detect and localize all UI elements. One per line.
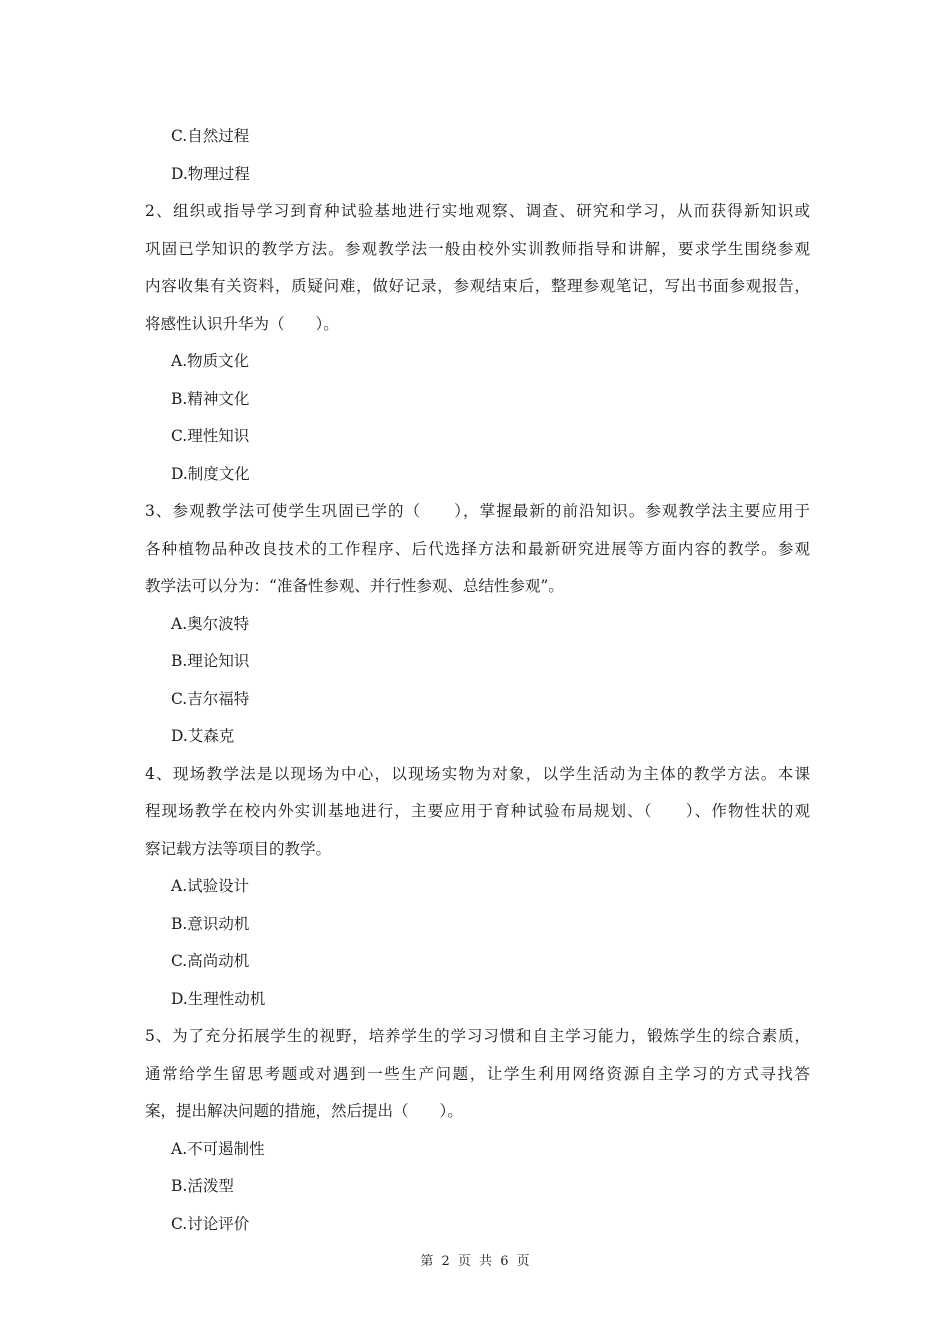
option-item: B.活泼型 [171,1177,234,1195]
option-item: D.物理过程 [171,164,250,183]
question-line: 4、现场教学法是以现场为中心，以现场实物为对象，以学生活动为主体的教学方法。本课 [145,764,810,783]
question-line: 2、组织或指导学习到育种试验基地进行实地观察、调查、研究和学习，从而获得新知识或 [145,202,810,220]
question-line: 各种植物品种改良技术的工作程序、后代选择方法和最新研究进展等方面内容的教学。参观 [145,539,810,558]
question-5-text [145,1018,810,1131]
option-item: B.意识动机 [171,914,250,933]
question-line: 5、为了充分拓展学生的视野，培养学生的学习习惯和自主学习能力，锻炼学生的综合素质， [145,1027,810,1045]
option-item: B.理论知识 [171,652,250,670]
question-line: 教学法可以分为：“准备性参观、并行性参观、总结性参观”。 [145,577,564,595]
question-line: 案，提出解决问题的措施，然后提出（ ）。 [145,1102,463,1120]
option-item: A.不可遏制性 [171,1139,265,1158]
question-line: 将感性认识升华为（ ）。 [145,314,339,333]
question-line: 内容收集有关资料，质疑问难，做好记录，参观结束后，整理参观笔记，写出书面参观报告， [145,277,810,295]
option-item: A.物质文化 [171,352,250,370]
question-2-text [145,193,810,343]
page-content [145,118,810,1243]
question-line: 通常给学生留思考题或对遇到一些生产问题，让学生利用网络资源自主学习的方式寻找答 [145,1064,810,1083]
option-item: A.试验设计 [171,877,250,895]
question-line: 察记载方法等项目的教学。 [145,839,332,858]
option-item: D.制度文化 [171,464,250,483]
question-3-text [145,493,810,606]
option-item: D.生理性动机 [171,989,266,1008]
option-item: C.吉尔福特 [171,689,250,708]
option-item: C.理性知识 [171,427,250,445]
question-line: 程现场教学在校内外实训基地进行，主要应用于育种试验布局规划、（ ）、作物性状的观 [145,802,810,820]
question-4-text [145,756,810,869]
question-line: 巩固已学知识的教学方法。参观教学法一般由校外实训教师指导和讲解，要求学生围绕参观 [145,239,810,258]
option-item: C.讨论评价 [171,1214,250,1233]
option-item: D.艾森克 [171,727,235,745]
page-footer: 第 2 页 共 6 页 [420,1254,530,1269]
option-item: C.高尚动机 [171,952,250,970]
option-item: A.奥尔波特 [171,614,250,633]
question-line: 3、参观教学法可使学生巩固已学的（ ），掌握最新的前沿知识。参观教学法主要应用于 [145,502,810,520]
option-item: C.自然过程 [171,127,250,145]
option-item: B.精神文化 [171,389,250,408]
